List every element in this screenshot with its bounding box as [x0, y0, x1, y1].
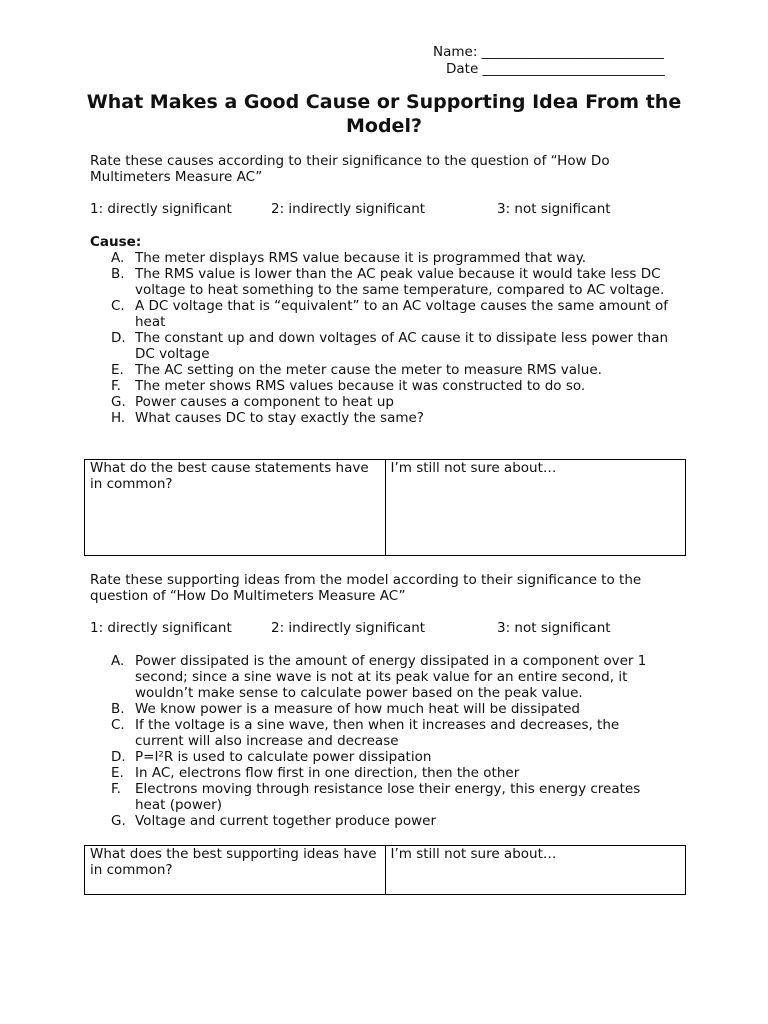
list-item: [90, 701, 670, 717]
list-item: [90, 266, 670, 298]
item-text: Power causes a component to heat up: [135, 394, 394, 410]
cause-reflection-table: [84, 459, 686, 556]
item-text: Voltage and current together produce power: [135, 813, 436, 829]
list-item: [90, 813, 670, 829]
list-item: [90, 250, 670, 266]
cause-common-cell[interactable]: [85, 460, 386, 556]
item-letter: E.: [111, 362, 124, 378]
item-text: A DC voltage that is “equivalent” to an AC voltage causes the same amount of heat: [135, 298, 668, 330]
section1-intro: Rate these causes according to their significance to the question of “How Do Multimeters Measure AC”: [90, 153, 610, 185]
cause-unsure-prompt: I’m still not sure about…: [390, 460, 557, 476]
page-title: What Makes a Good Cause or Supporting Idea From the Model?: [86, 91, 682, 137]
item-letter: E.: [111, 765, 124, 781]
scale-option-2: 2: indirectly significant: [271, 620, 426, 636]
scale-option-3: 3: not significant: [497, 620, 611, 636]
section2-rating-scale: [90, 620, 690, 636]
scale-option-1: 1: directly significant: [90, 201, 232, 217]
list-item: [90, 378, 670, 394]
supporting-ideas-list: [90, 653, 670, 829]
item-text: P=I²R is used to calculate power dissipation: [135, 749, 432, 765]
item-letter: F.: [111, 378, 121, 394]
item-text: We know power is a measure of how much heat will be dissipated: [135, 701, 580, 717]
supporting-unsure-prompt: I’m still not sure about…: [390, 846, 557, 862]
cause-common-prompt: What do the best cause statements have in common?: [90, 460, 369, 492]
supporting-unsure-cell[interactable]: [385, 846, 686, 895]
list-item: [90, 781, 670, 813]
scale-option-1: 1: directly significant: [90, 620, 232, 636]
item-text: Electrons moving through resistance lose their energy, this energy creates heat (power): [135, 781, 641, 813]
item-text: The meter displays RMS value because it is programmed that way.: [135, 250, 587, 266]
item-text: If the voltage is a sine wave, then when it increases and decreases, the current will also increase and decrease: [135, 717, 620, 749]
list-item: [90, 717, 670, 749]
item-letter: H.: [111, 410, 126, 426]
cause-list: [90, 250, 670, 426]
list-item: [90, 330, 670, 362]
item-text: The meter shows RMS values because it was constructed to do so.: [135, 378, 586, 394]
item-text: Power dissipated is the amount of energy dissipated in a component over 1 second; since a sine wave is not at its peak value for an entire second, it wouldn’t make sense to calculate power based on the peak value.: [135, 653, 647, 701]
list-item: [90, 653, 670, 701]
list-item: [90, 362, 670, 378]
item-letter: A.: [111, 653, 125, 669]
supporting-common-cell[interactable]: [85, 846, 386, 895]
item-letter: F.: [111, 781, 121, 797]
section2-intro: Rate these supporting ideas from the model according to their significance to the question of “How Do Multimeters Measure AC”: [90, 572, 642, 604]
item-text: What causes DC to stay exactly the same?: [135, 410, 424, 426]
scale-option-3: 3: not significant: [497, 201, 611, 217]
item-text: The RMS value is lower than the AC peak value because it would take less DC voltage to heat something to the same temperature, compared to AC voltage.: [135, 266, 665, 298]
item-letter: D.: [111, 749, 126, 765]
item-letter: C.: [111, 717, 125, 733]
list-item: [90, 749, 670, 765]
list-item: [90, 394, 670, 410]
list-item: [90, 410, 670, 426]
item-letter: B.: [111, 266, 125, 282]
item-letter: A.: [111, 250, 125, 266]
item-text: The AC setting on the meter cause the meter to measure RMS value.: [135, 362, 602, 378]
item-text: In AC, electrons flow first in one direction, then the other: [135, 765, 520, 781]
cause-heading: Cause:: [90, 234, 142, 250]
supporting-common-prompt: What does the best supporting ideas have in common?: [90, 846, 377, 878]
item-text: The constant up and down voltages of AC cause it to dissipate less power than DC voltage: [135, 330, 669, 362]
item-letter: D.: [111, 330, 126, 346]
list-item: [90, 765, 670, 781]
date-field[interactable]: Date ___________________________: [446, 61, 665, 77]
section1-rating-scale: [90, 201, 690, 217]
name-field[interactable]: Name: ___________________________: [433, 44, 664, 60]
list-item: [90, 298, 670, 330]
item-letter: C.: [111, 298, 125, 314]
cause-unsure-cell[interactable]: [385, 460, 686, 556]
scale-option-2: 2: indirectly significant: [271, 201, 426, 217]
item-letter: G.: [111, 394, 126, 410]
item-letter: B.: [111, 701, 125, 717]
item-letter: G.: [111, 813, 126, 829]
supporting-reflection-table: [84, 845, 686, 895]
